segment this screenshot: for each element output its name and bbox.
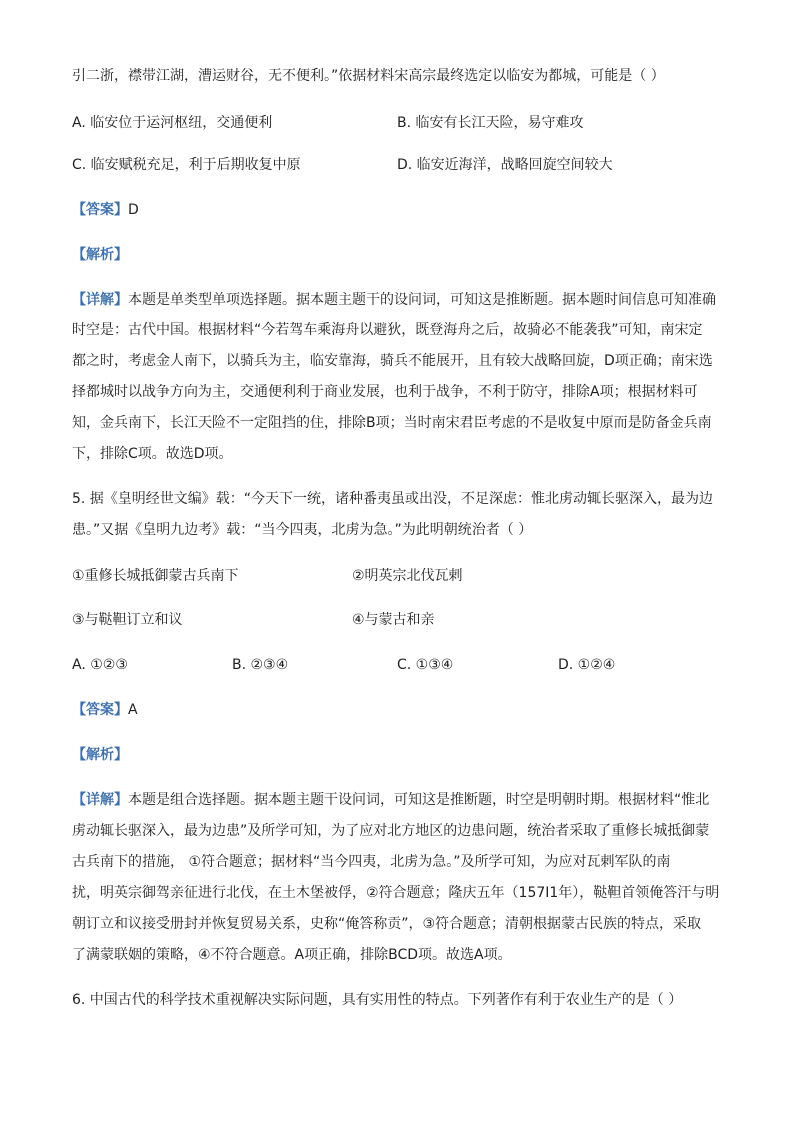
answer-value: A <box>128 702 138 718</box>
answer-label: 【答案】 <box>72 202 128 218</box>
q4-option-b: B. 临安有长江天险，易守难攻 <box>397 115 584 131</box>
q5-option-a: A. ①②③ <box>72 657 128 673</box>
q4-option-c: C. 临安赋税充足，利于后期收复中原 <box>72 157 301 173</box>
q4-answer <box>72 200 139 220</box>
q4-detail-line: 下，排除C项。故选D项。 <box>72 446 233 462</box>
q5-item-2: ②明英宗北伐瓦剌 <box>352 568 463 584</box>
q6-stem: 6. 中国古代的科学技术重视解决实际问题，具有实用性的特点。下列著作有利于农业生产的是（ ） <box>72 992 683 1008</box>
q4-analysis-heading <box>72 245 128 265</box>
q5-item-1: ①重修长城抵御蒙古兵南下 <box>72 568 239 584</box>
q4-option-a: A. 临安位于运河枢纽，交通便利 <box>72 115 273 131</box>
q5-detail-line: 扰，明英宗御驾亲征进行北伐，在土木堡被俘，②符合题意；隆庆五年（157I1年），鞑靼首领俺答汗与明 <box>72 885 720 901</box>
q4-detail-line: 知，金兵南下，长江天险不一定阻挡的住，排除B项；当时南宋君臣考虑的不是收复中原而是防备金兵南 <box>72 415 712 431</box>
q4-option-d: D. 临安近海洋，战略回旋空间较大 <box>397 157 613 173</box>
q5-detail-line <box>72 790 709 810</box>
q5-stem-line: 5. 据《皇明经世文编》载：“今天下一统，诸种番夷虽或出没，不足深虑：惟北虏动辄长驱深入，最为边 <box>72 491 714 507</box>
detail-text: 本题是组合选择题。据本题主题干设问词，可知这是推断题，时空是明朝时期。根据材料“惟北 <box>128 792 710 808</box>
q5-detail-line: 朝订立和议接受册封并恢复贸易关系，史称“俺答称贡”，③符合题意；清朝根据蒙古民族的特点，采取 <box>72 916 702 932</box>
q5-option-b: B. ②③④ <box>232 657 289 673</box>
q5-item-3: ③与鞑靼订立和议 <box>72 612 183 628</box>
q5-answer <box>72 700 138 720</box>
q5-analysis-heading <box>72 745 128 765</box>
q5-detail-line: 了满蒙联姻的策略，④不符合题意。A项正确，排除BCD项。故选A项。 <box>72 947 512 963</box>
q5-item-4: ④与蒙古和亲 <box>352 612 435 628</box>
q5-option-c: C. ①③④ <box>397 657 454 673</box>
analysis-label: 【解析】 <box>72 247 128 263</box>
q4-detail-line <box>72 290 716 310</box>
q5-option-d: D. ①②④ <box>558 657 616 673</box>
detail-text: 本题是单类型单项选择题。据本题主题干的设问词，可知这是推断题。据本题时间信息可知准确 <box>128 292 716 308</box>
q4-detail-line: 择都城时以战争方向为主，交通便利利于商业发展，也利于战争，不利于防守，排除A项；根据材料可 <box>72 384 698 400</box>
detail-label: 【详解】 <box>72 792 128 808</box>
analysis-label: 【解析】 <box>72 747 128 763</box>
q4-stem-tail: 引二浙，襟带江湖，漕运财谷，无不便利。”依据材料宋高宗最终选定以临安为都城，可能是（ ） <box>72 68 665 84</box>
answer-label: 【答案】 <box>72 702 128 718</box>
q5-stem-line: 患。”又据《皇明九边考》载：“当今四夷，北虏为急。”为此明朝统治者（ ） <box>72 522 533 538</box>
q5-detail-line: 虏动辄长驱深入，最为边患”及所学可知，为了应对北方地区的边患问题，统治者采取了重修长城抵御蒙 <box>72 823 710 839</box>
q4-detail-line: 都之时，考虑金人南下，以骑兵为主，临安靠海，骑兵不能展开，且有较大战略回旋，D项正确；南宋选 <box>72 353 713 369</box>
q4-detail-line: 时空是：古代中国。根据材料“今若驾车乘海舟以避狄，既登海舟之后，故骑必不能袭我”可知，南宋定 <box>72 322 703 338</box>
answer-value: D <box>128 202 139 218</box>
q5-detail-line: 古兵南下的措施， ①符合题意；据材料“当今四夷，北虏为急。”及所学可知，为应对瓦剌军队的南 <box>72 854 671 870</box>
detail-label: 【详解】 <box>72 292 128 308</box>
